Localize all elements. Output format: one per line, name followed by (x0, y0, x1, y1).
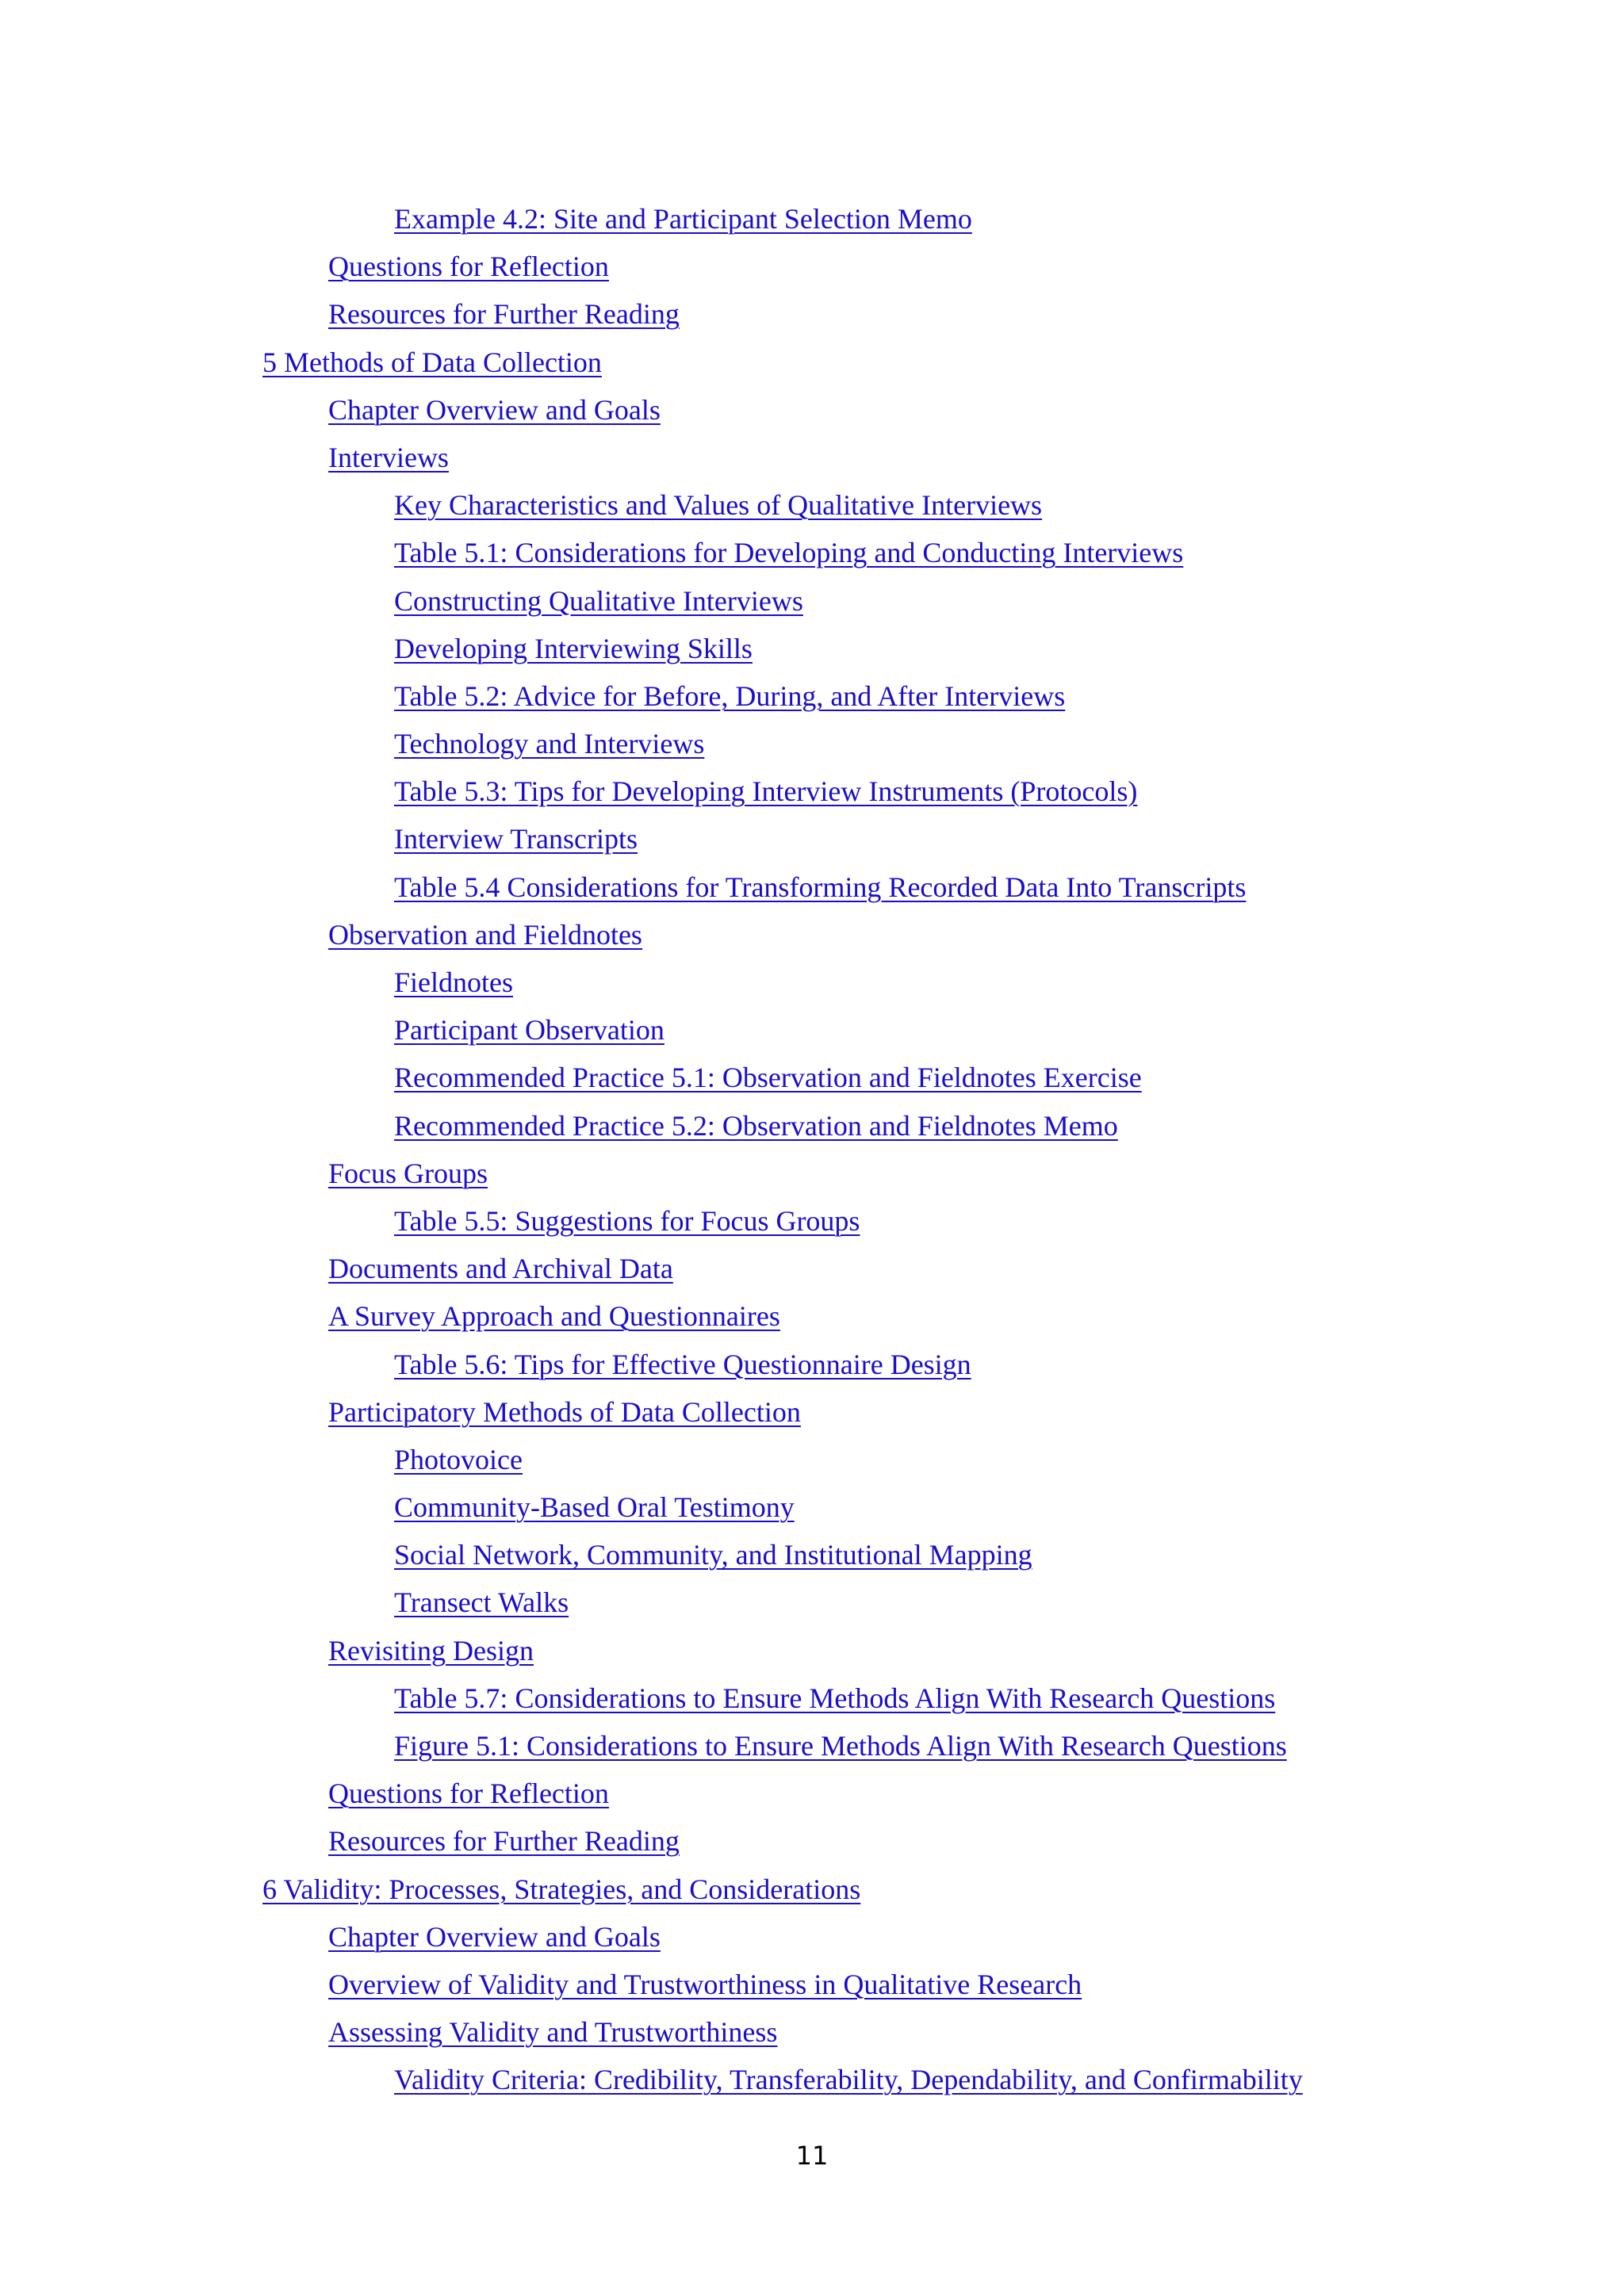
toc-link[interactable]: Observation and Fieldnotes (328, 918, 642, 951)
toc-link[interactable]: Transect Walks (394, 1586, 569, 1619)
toc-link[interactable]: Table 5.1: Considerations for Developing and Conducting Interviews (394, 537, 1184, 569)
toc-link[interactable]: Recommended Practice 5.1: Observation and Fieldnotes Exercise (394, 1062, 1142, 1094)
toc-link[interactable]: Revisiting Design (328, 1634, 534, 1667)
toc-entry (0, 1722, 1624, 1770)
toc-entry (0, 1627, 1624, 1674)
toc-link[interactable]: Example 4.2: Site and Participant Selection Memo (394, 203, 972, 235)
toc-entry (0, 481, 1624, 529)
toc-entry (0, 1436, 1624, 1483)
toc-link[interactable]: Social Network, Community, and Institutional Mapping (394, 1539, 1032, 1571)
toc-entry (0, 720, 1624, 767)
page-number: 11 (795, 2141, 829, 2171)
toc-link[interactable]: Community-Based Oral Testimony (394, 1491, 795, 1524)
toc-link[interactable]: Interviews (328, 441, 449, 473)
toc-link[interactable]: Technology and Interviews (394, 728, 705, 760)
toc-entry (0, 577, 1624, 625)
toc-entry (0, 672, 1624, 720)
toc-entry (0, 1770, 1624, 1817)
toc-link[interactable]: Assessing Validity and Trustworthiness (328, 2016, 778, 2049)
toc-entry (0, 1292, 1624, 1340)
toc-link[interactable]: Photovoice (394, 1443, 523, 1475)
toc-entry (0, 243, 1624, 290)
toc-link[interactable]: Focus Groups (328, 1157, 488, 1189)
toc-link[interactable]: Table 5.4 Considerations for Transforming Recorded Data Into Transcripts (394, 871, 1247, 903)
toc-link[interactable]: Chapter Overview and Goals (328, 393, 661, 426)
toc-link[interactable]: Table 5.7: Considerations to Ensure Methods Align With Research Questions (394, 1682, 1276, 1714)
toc-link[interactable]: Questions for Reflection (328, 1777, 609, 1810)
toc-link[interactable]: Resources for Further Reading (328, 298, 680, 331)
toc-entry (0, 767, 1624, 815)
toc-link[interactable]: Fieldnotes (394, 966, 513, 998)
toc-link[interactable]: Participatory Methods of Data Collection (328, 1395, 801, 1428)
toc-entry (0, 1197, 1624, 1245)
toc-entry (0, 1388, 1624, 1436)
toc-entry (0, 863, 1624, 911)
toc-entry (0, 339, 1624, 386)
toc-entry (0, 1866, 1624, 1913)
toc-entry (0, 625, 1624, 672)
toc-entry (0, 911, 1624, 959)
toc-entry (0, 1578, 1624, 1626)
toc-link[interactable]: Overview of Validity and Trustworthiness in Qualitative Research (328, 1968, 1082, 2000)
toc-link[interactable]: Developing Interviewing Skills (394, 632, 753, 664)
toc-link[interactable]: Documents and Archival Data (328, 1253, 673, 1285)
toc-link[interactable]: Chapter Overview and Goals (328, 1920, 661, 1953)
toc-entry (0, 1245, 1624, 1292)
toc-entry (0, 1913, 1624, 1961)
toc-entry (0, 290, 1624, 338)
toc-entry (0, 1150, 1624, 1197)
toc-entry (0, 1102, 1624, 1150)
toc-link[interactable]: A Survey Approach and Questionnaires (328, 1300, 780, 1333)
toc-link[interactable]: Recommended Practice 5.2: Observation and Fieldnotes Memo (394, 1109, 1118, 1142)
toc-link[interactable]: Interview Transcripts (394, 823, 638, 855)
toc-link[interactable]: Table 5.5: Suggestions for Focus Groups (394, 1204, 860, 1237)
toc-entry (0, 2008, 1624, 2056)
toc-link[interactable]: Participant Observation (394, 1014, 665, 1047)
toc-link[interactable]: Constructing Qualitative Interviews (394, 584, 803, 617)
toc-entry (0, 1483, 1624, 1531)
toc-entry (0, 1961, 1624, 2008)
toc-entry (0, 1006, 1624, 1054)
table-of-contents (0, 195, 1624, 2104)
toc-entry (0, 1054, 1624, 1101)
toc-entry (0, 1531, 1624, 1578)
toc-link[interactable]: Key Characteristics and Values of Qualitative Interviews (394, 489, 1043, 522)
toc-entry (0, 959, 1624, 1006)
toc-link[interactable]: Table 5.2: Advice for Before, During, and After Interviews (394, 679, 1066, 712)
toc-entry (0, 195, 1624, 243)
toc-entry (0, 1817, 1624, 1865)
toc-entry (0, 2056, 1624, 2103)
toc-entry (0, 1341, 1624, 1388)
toc-entry (0, 434, 1624, 481)
toc-link[interactable]: Table 5.6: Tips for Effective Questionnaire Design (394, 1348, 971, 1380)
toc-link[interactable]: 5 Methods of Data Collection (262, 346, 602, 378)
toc-link[interactable]: Questions for Reflection (328, 251, 609, 283)
toc-link[interactable]: Validity Criteria: Credibility, Transferability, Dependability, and Confirmability (394, 2064, 1303, 2096)
toc-link[interactable]: 6 Validity: Processes, Strategies, and Considerations (262, 1873, 861, 1905)
toc-entry (0, 386, 1624, 434)
toc-link[interactable]: Resources for Further Reading (328, 1825, 680, 1858)
toc-entry (0, 1674, 1624, 1722)
toc-entry (0, 815, 1624, 863)
toc-link[interactable]: Table 5.3: Tips for Developing Interview Instruments (Protocols) (394, 775, 1138, 808)
toc-entry (0, 529, 1624, 576)
toc-link[interactable]: Figure 5.1: Considerations to Ensure Methods Align With Research Questions (394, 1730, 1287, 1762)
